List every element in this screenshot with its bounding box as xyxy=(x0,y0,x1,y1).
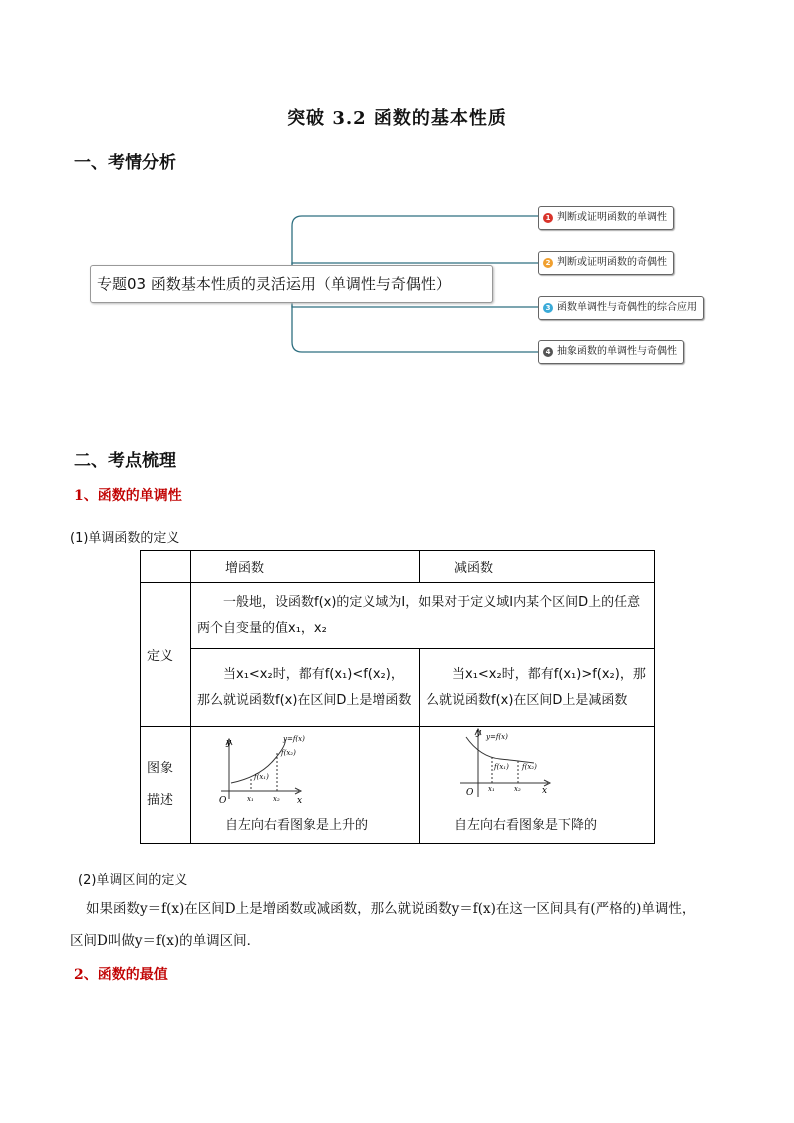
function-label: y=f(x) xyxy=(283,735,305,743)
fx2-label: f(x₂) xyxy=(522,763,537,771)
section-heading-points: 二、考点梳理 xyxy=(74,451,176,471)
x1-label: x₁ xyxy=(247,795,254,803)
general-definition: 一般地，设函数f(x)的定义域为I，如果对于定义域I内某个区间D上的任意两个自变量的值x₁，x₂ xyxy=(191,583,655,649)
page-title: 突破 3.2 函数的基本性质 xyxy=(287,108,507,129)
decreasing-definition: 当x₁<x₂时，都有f(x₁)>f(x₂)，那么就说函数f(x)在区间D上是减函数 xyxy=(420,649,655,727)
branch-label: 抽象函数的单调性与奇偶性 xyxy=(557,346,677,357)
graph-label-line2: 描述 xyxy=(147,793,174,808)
increasing-caption: 自左向右看图象是上升的 xyxy=(225,818,369,833)
graph-label-line1: 图象 xyxy=(147,761,174,776)
mindmap-branch-4 xyxy=(538,340,684,364)
mindmap-root-node: 专题03 函数基本性质的灵活运用（单调性与奇偶性） xyxy=(90,265,493,303)
number-2-icon: 2 xyxy=(543,258,553,268)
number-3-icon: 3 xyxy=(543,303,553,313)
y-axis-label: y xyxy=(476,728,482,738)
subsection-heading-extrema: 2、函数的最值 xyxy=(74,967,168,983)
header-decreasing: 减函数 xyxy=(420,551,655,583)
origin-label: O xyxy=(219,796,227,806)
section-heading-analysis: 一、考情分析 xyxy=(74,153,176,173)
decreasing-graph-cell xyxy=(420,727,655,844)
fx2-label: f(x₂) xyxy=(281,749,296,757)
branch-label: 判断或证明函数的奇偶性 xyxy=(557,257,667,268)
increasing-definition: 当x₁<x₂时，都有f(x₁)<f(x₂)，那么就说函数f(x)在区间D上是增函数 xyxy=(191,649,420,727)
x2-label: x₂ xyxy=(273,795,280,803)
subsection-heading-monotonicity: 1、函数的单调性 xyxy=(74,488,182,504)
x-axis-label: x xyxy=(297,796,303,806)
monotonic-definition-table xyxy=(140,550,655,844)
increasing-graph-cell xyxy=(191,727,420,844)
number-1-icon: 1 xyxy=(543,213,553,223)
header-increasing: 增函数 xyxy=(191,551,420,583)
fx1-label: f(x₁) xyxy=(494,763,509,771)
branch-label: 判断或证明函数的单调性 xyxy=(557,212,667,223)
origin-label: O xyxy=(466,788,474,798)
definition-title: (1)单调函数的定义 xyxy=(70,531,180,546)
number-4-icon: 4 xyxy=(543,347,553,357)
connector-4 xyxy=(292,303,538,352)
mindmap-branch-3 xyxy=(538,296,704,320)
connector-1 xyxy=(292,216,538,265)
function-label: y=f(x) xyxy=(486,733,508,741)
x2-label: x₂ xyxy=(514,785,521,793)
row-label-definition: 定义 xyxy=(141,583,191,727)
x-axis-label: x xyxy=(542,786,548,796)
interval-definition-line2: 区间D叫做y＝f(x)的单调区间． xyxy=(70,933,261,949)
x1-label: x₁ xyxy=(488,785,495,793)
branch-label: 函数单调性与奇偶性的综合应用 xyxy=(557,302,697,313)
decreasing-caption: 自左向右看图象是下降的 xyxy=(454,818,598,833)
mindmap-branch-1 xyxy=(538,206,674,230)
fx1-label: f(x₁) xyxy=(254,773,269,781)
increasing-function-graph xyxy=(191,727,420,813)
mindmap-branch-2 xyxy=(538,251,674,275)
interval-definition-title: (2)单调区间的定义 xyxy=(78,873,188,888)
connector-3 xyxy=(292,303,538,307)
y-axis-label: y xyxy=(226,738,232,748)
row-label-graph xyxy=(141,727,191,844)
table-corner-cell xyxy=(141,551,191,583)
interval-definition-line1: 如果函数y＝f(x)在区间D上是增函数或减函数，那么就说函数y＝f(x)在这一区间具有(严格的)单调性， xyxy=(86,901,696,917)
decreasing-function-graph xyxy=(420,727,655,813)
